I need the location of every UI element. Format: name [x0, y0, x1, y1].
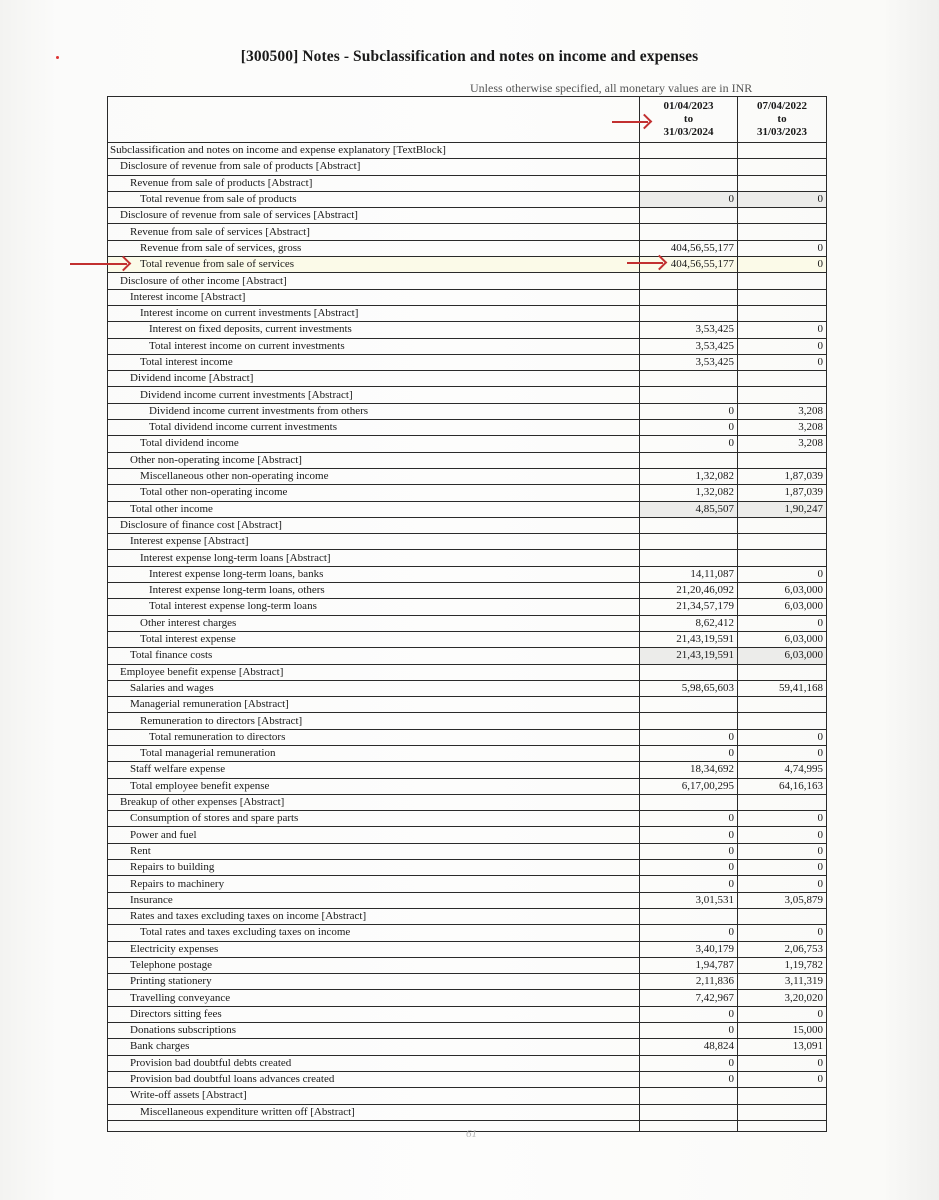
value-current-year: [640, 1088, 738, 1104]
row-label: Total revenue from sale of services: [108, 257, 640, 273]
table-row: [108, 191, 827, 207]
value-previous-year: 6,03,000: [738, 648, 827, 664]
row-label: Telephone postage: [108, 957, 640, 973]
value-previous-year: [738, 713, 827, 729]
empty-cell: [640, 1120, 738, 1131]
table-row: [108, 143, 827, 159]
row-label: Total managerial remuneration: [108, 745, 640, 761]
row-label: Miscellaneous other non-operating income: [108, 468, 640, 484]
table-row: [108, 208, 827, 224]
table-row: [108, 664, 827, 680]
value-previous-year: 0: [738, 354, 827, 370]
value-previous-year: 0: [738, 257, 827, 273]
row-label: Interest on fixed deposits, current investments: [108, 322, 640, 338]
table-row: [108, 892, 827, 908]
row-label: Total other income: [108, 501, 640, 517]
table-row: [108, 762, 827, 778]
table-row: [108, 387, 827, 403]
value-previous-year: [738, 175, 827, 191]
value-previous-year: [738, 664, 827, 680]
page-title: [300500] Notes - Subclassification and notes on income and expenses: [240, 48, 699, 65]
table-header-row: [108, 97, 827, 143]
table-row: [108, 420, 827, 436]
row-label: Disclosure of revenue from sale of services [Abstract]: [108, 208, 640, 224]
column-header-line: to: [777, 113, 787, 125]
row-label: Total interest expense: [108, 631, 640, 647]
value-previous-year: 0: [738, 745, 827, 761]
row-label: Salaries and wages: [108, 680, 640, 696]
value-previous-year: 1,90,247: [738, 501, 827, 517]
row-label: Breakup of other expenses [Abstract]: [108, 794, 640, 810]
table-row: [108, 908, 827, 924]
table-row: [108, 860, 827, 876]
value-previous-year: 2,06,753: [738, 941, 827, 957]
value-current-year: 0: [640, 827, 738, 843]
value-current-year: 0: [640, 811, 738, 827]
row-label: Total other non-operating income: [108, 485, 640, 501]
row-label: Remuneration to directors [Abstract]: [108, 713, 640, 729]
header-label-cell: [108, 97, 640, 143]
row-label: Total revenue from sale of products: [108, 191, 640, 207]
value-previous-year: [738, 305, 827, 321]
row-label: Directors sitting fees: [108, 1006, 640, 1022]
row-label: Travelling conveyance: [108, 990, 640, 1006]
row-label: Other non-operating income [Abstract]: [108, 452, 640, 468]
value-current-year: [640, 273, 738, 289]
table-row: [108, 811, 827, 827]
value-current-year: 3,40,179: [640, 941, 738, 957]
value-current-year: 1,32,082: [640, 485, 738, 501]
value-previous-year: [738, 208, 827, 224]
value-current-year: 3,53,425: [640, 322, 738, 338]
value-previous-year: 0: [738, 729, 827, 745]
value-previous-year: 6,03,000: [738, 599, 827, 615]
table-row: [108, 794, 827, 810]
value-current-year: [640, 143, 738, 159]
row-label: Dividend income current investments [Abstract]: [108, 387, 640, 403]
value-previous-year: [738, 1088, 827, 1104]
table-row: [108, 680, 827, 696]
table-row: [108, 583, 827, 599]
table-row: [108, 566, 827, 582]
value-previous-year: [738, 908, 827, 924]
table-row: [108, 1039, 827, 1055]
row-label: Total dividend income: [108, 436, 640, 452]
value-previous-year: [738, 697, 827, 713]
table-row: [108, 240, 827, 256]
row-label: Revenue from sale of services, gross: [108, 240, 640, 256]
notes-table: [107, 96, 827, 1132]
value-current-year: [640, 371, 738, 387]
value-current-year: 0: [640, 403, 738, 419]
table-row: [108, 436, 827, 452]
value-current-year: [640, 713, 738, 729]
value-previous-year: 0: [738, 860, 827, 876]
table-row: [108, 1071, 827, 1087]
column-header-line: to: [683, 113, 694, 125]
value-current-year: 0: [640, 843, 738, 859]
table-row: [108, 289, 827, 305]
table-row: [108, 599, 827, 615]
row-label: Dividend income current investments from others: [108, 403, 640, 419]
value-current-year: 3,53,425: [640, 338, 738, 354]
value-current-year: 7,42,967: [640, 990, 738, 1006]
row-label: Managerial remuneration [Abstract]: [108, 697, 640, 713]
row-label: Interest income [Abstract]: [108, 289, 640, 305]
value-previous-year: 0: [738, 1055, 827, 1071]
row-label: Revenue from sale of products [Abstract]: [108, 175, 640, 191]
table-row: [108, 974, 827, 990]
row-label: Write-off assets [Abstract]: [108, 1088, 640, 1104]
table-row: [108, 452, 827, 468]
value-previous-year: 0: [738, 843, 827, 859]
value-current-year: [640, 517, 738, 533]
table-row: [108, 1006, 827, 1022]
value-current-year: [640, 208, 738, 224]
row-label: Total dividend income current investments: [108, 420, 640, 436]
value-previous-year: [738, 550, 827, 566]
row-label: Power and fuel: [108, 827, 640, 843]
annotation-arrow-row-value: [627, 262, 663, 264]
row-label: Disclosure of other income [Abstract]: [108, 273, 640, 289]
table-row: [108, 941, 827, 957]
value-current-year: 21,20,46,092: [640, 583, 738, 599]
value-previous-year: 13,091: [738, 1039, 827, 1055]
value-current-year: 0: [640, 191, 738, 207]
table-row: [108, 843, 827, 859]
value-previous-year: 3,05,879: [738, 892, 827, 908]
row-label: Total interest income on current investments: [108, 338, 640, 354]
value-current-year: [640, 305, 738, 321]
value-current-year: 21,34,57,179: [640, 599, 738, 615]
value-current-year: [640, 1104, 738, 1120]
value-previous-year: [738, 371, 827, 387]
table-row: [108, 322, 827, 338]
row-label: Miscellaneous expenditure written off [Abstract]: [108, 1104, 640, 1120]
value-current-year: 6,17,00,295: [640, 778, 738, 794]
value-current-year: [640, 794, 738, 810]
row-label: Staff welfare expense: [108, 762, 640, 778]
value-current-year: [640, 175, 738, 191]
annotation-arrow-row-left: [70, 263, 127, 265]
value-previous-year: 3,208: [738, 436, 827, 452]
value-previous-year: [738, 273, 827, 289]
column-header-line: 31/03/2024: [663, 126, 714, 138]
table-row: [108, 615, 827, 631]
value-current-year: 0: [640, 876, 738, 892]
value-previous-year: 6,03,000: [738, 583, 827, 599]
annotation-arrow-header: [612, 121, 648, 123]
table-row: [108, 501, 827, 517]
table-row: [108, 468, 827, 484]
value-current-year: 1,94,787: [640, 957, 738, 973]
column-header-current: [640, 97, 738, 143]
row-label: Repairs to machinery: [108, 876, 640, 892]
table-row: [108, 550, 827, 566]
table-row: [108, 305, 827, 321]
row-label: Provision bad doubtful debts created: [108, 1055, 640, 1071]
value-previous-year: [738, 1104, 827, 1120]
row-label: Disclosure of finance cost [Abstract]: [108, 517, 640, 533]
value-previous-year: [738, 159, 827, 175]
value-current-year: 2,11,836: [640, 974, 738, 990]
row-label: Total employee benefit expense: [108, 778, 640, 794]
value-current-year: [640, 159, 738, 175]
value-current-year: [640, 664, 738, 680]
table-row: [108, 354, 827, 370]
column-header-previous: [738, 97, 827, 143]
row-label: Repairs to building: [108, 860, 640, 876]
table-row: [108, 403, 827, 419]
value-previous-year: 0: [738, 191, 827, 207]
column-header-line: 01/04/2023: [663, 100, 714, 112]
table-row: [108, 534, 827, 550]
table-row: [108, 1088, 827, 1104]
row-label: Interest expense long-term loans [Abstract]: [108, 550, 640, 566]
row-label: Other interest charges: [108, 615, 640, 631]
value-previous-year: [738, 517, 827, 533]
value-current-year: 5,98,65,603: [640, 680, 738, 696]
value-previous-year: 0: [738, 338, 827, 354]
value-current-year: 0: [640, 925, 738, 941]
value-previous-year: 4,74,995: [738, 762, 827, 778]
value-previous-year: 0: [738, 322, 827, 338]
value-current-year: 0: [640, 1023, 738, 1039]
table-row: [108, 957, 827, 973]
value-current-year: 8,62,412: [640, 615, 738, 631]
row-label: Insurance: [108, 892, 640, 908]
value-current-year: [640, 908, 738, 924]
column-header-line: 07/04/2022: [756, 100, 808, 112]
row-label: Donations subscriptions: [108, 1023, 640, 1039]
table-row: [108, 371, 827, 387]
value-current-year: 404,56,55,177: [640, 240, 738, 256]
row-label: Interest expense [Abstract]: [108, 534, 640, 550]
table-row: [108, 697, 827, 713]
value-previous-year: [738, 289, 827, 305]
value-previous-year: [738, 534, 827, 550]
value-current-year: [640, 452, 738, 468]
table-row: [108, 517, 827, 533]
value-previous-year: 6,03,000: [738, 631, 827, 647]
table-row: [108, 745, 827, 761]
value-current-year: [640, 387, 738, 403]
table-row: [108, 729, 827, 745]
page-number: 61: [466, 1128, 477, 1140]
value-previous-year: 3,208: [738, 420, 827, 436]
table-row: [108, 925, 827, 941]
row-label: Revenue from sale of services [Abstract]: [108, 224, 640, 240]
row-label: Subclassification and notes on income and expense explanatory [TextBlock]: [108, 143, 640, 159]
row-label: Total remuneration to directors: [108, 729, 640, 745]
row-label: Rent: [108, 843, 640, 859]
value-previous-year: 59,41,168: [738, 680, 827, 696]
value-previous-year: 0: [738, 811, 827, 827]
value-current-year: 14,11,087: [640, 566, 738, 582]
row-label: Interest expense long-term loans, others: [108, 583, 640, 599]
value-current-year: 0: [640, 1055, 738, 1071]
value-previous-year: 0: [738, 925, 827, 941]
value-current-year: 0: [640, 1006, 738, 1022]
value-current-year: 21,43,19,591: [640, 631, 738, 647]
table-row: [108, 273, 827, 289]
value-previous-year: [738, 794, 827, 810]
row-label: Total interest expense long-term loans: [108, 599, 640, 615]
value-current-year: [640, 289, 738, 305]
value-previous-year: 0: [738, 240, 827, 256]
value-current-year: [640, 224, 738, 240]
table-row: [108, 485, 827, 501]
value-previous-year: 1,87,039: [738, 485, 827, 501]
value-previous-year: 0: [738, 1071, 827, 1087]
row-label: Provision bad doubtful loans advances created: [108, 1071, 640, 1087]
value-current-year: 1,32,082: [640, 468, 738, 484]
table-row: [108, 175, 827, 191]
row-label: Dividend income [Abstract]: [108, 371, 640, 387]
value-previous-year: 1,87,039: [738, 468, 827, 484]
table-row: [108, 631, 827, 647]
value-current-year: 0: [640, 860, 738, 876]
table-row: [108, 990, 827, 1006]
row-label: Consumption of stores and spare parts: [108, 811, 640, 827]
table-row: [108, 1055, 827, 1071]
value-previous-year: 64,16,163: [738, 778, 827, 794]
value-current-year: 4,85,507: [640, 501, 738, 517]
value-previous-year: 0: [738, 876, 827, 892]
row-label: Bank charges: [108, 1039, 640, 1055]
table-row: [108, 876, 827, 892]
table-row: [108, 224, 827, 240]
value-previous-year: 0: [738, 615, 827, 631]
value-current-year: 3,01,531: [640, 892, 738, 908]
row-label: Total finance costs: [108, 648, 640, 664]
value-previous-year: 15,000: [738, 1023, 827, 1039]
value-previous-year: [738, 387, 827, 403]
row-label: Total interest income: [108, 354, 640, 370]
row-label: Rates and taxes excluding taxes on income [Abstract]: [108, 908, 640, 924]
table-row: [108, 338, 827, 354]
value-previous-year: 0: [738, 566, 827, 582]
value-previous-year: [738, 452, 827, 468]
table-row: [108, 827, 827, 843]
table-row: [108, 1104, 827, 1120]
value-current-year: [640, 534, 738, 550]
value-previous-year: 0: [738, 827, 827, 843]
row-label: Interest income on current investments [Abstract]: [108, 305, 640, 321]
value-current-year: 0: [640, 436, 738, 452]
row-label: Disclosure of revenue from sale of products [Abstract]: [108, 159, 640, 175]
table-row: [108, 257, 827, 273]
value-current-year: 21,43,19,591: [640, 648, 738, 664]
empty-cell: [738, 1120, 827, 1131]
row-label: Total rates and taxes excluding taxes on income: [108, 925, 640, 941]
row-label: Electricity expenses: [108, 941, 640, 957]
value-previous-year: 0: [738, 1006, 827, 1022]
column-header-line: 31/03/2023: [756, 126, 808, 138]
table-row: [108, 1023, 827, 1039]
value-current-year: 18,34,692: [640, 762, 738, 778]
table-row: [108, 159, 827, 175]
value-current-year: [640, 550, 738, 566]
table-row: [108, 778, 827, 794]
value-current-year: 0: [640, 420, 738, 436]
value-previous-year: [738, 224, 827, 240]
value-current-year: 48,824: [640, 1039, 738, 1055]
row-label: Interest expense long-term loans, banks: [108, 566, 640, 582]
value-previous-year: 3,208: [738, 403, 827, 419]
value-current-year: 3,53,425: [640, 354, 738, 370]
value-previous-year: 3,20,020: [738, 990, 827, 1006]
value-previous-year: 1,19,782: [738, 957, 827, 973]
row-label: Printing stationery: [108, 974, 640, 990]
value-current-year: [640, 697, 738, 713]
row-label: Employee benefit expense [Abstract]: [108, 664, 640, 680]
table-row: [108, 648, 827, 664]
value-previous-year: [738, 143, 827, 159]
value-current-year: 0: [640, 745, 738, 761]
units-note: Unless otherwise specified, all monetary values are in INR: [470, 81, 753, 95]
table-row: [108, 713, 827, 729]
value-current-year: 0: [640, 1071, 738, 1087]
value-current-year: 0: [640, 729, 738, 745]
value-current-year: 404,56,55,177: [640, 257, 738, 273]
value-previous-year: 3,11,319: [738, 974, 827, 990]
empty-cell: [108, 1120, 640, 1131]
